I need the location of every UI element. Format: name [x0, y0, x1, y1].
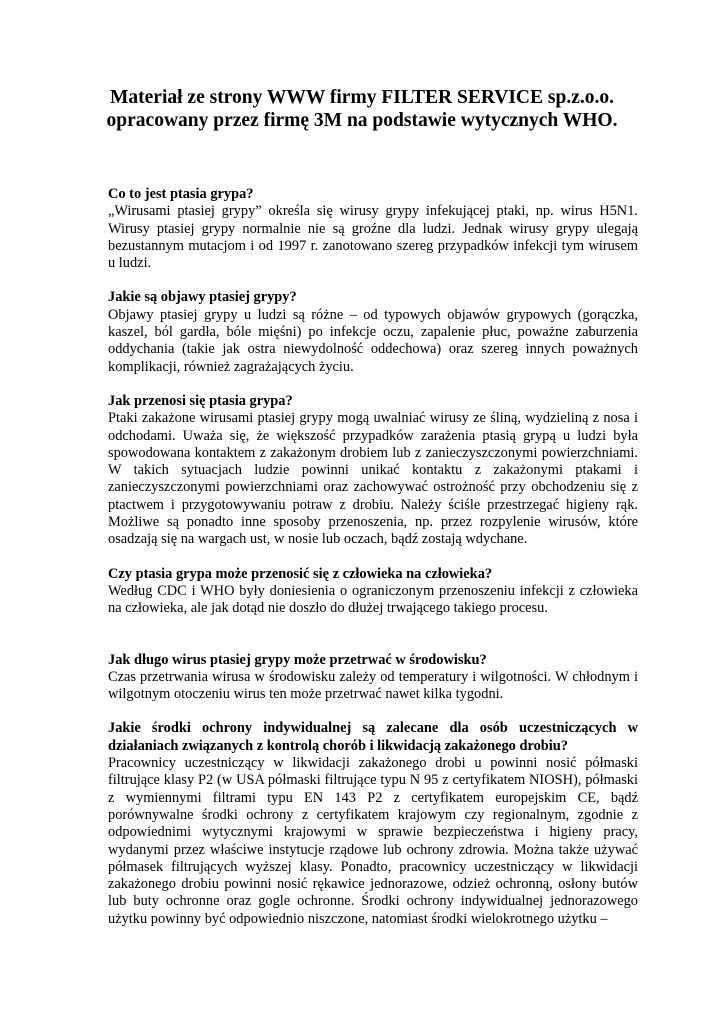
faq-section-4 — [108, 566, 638, 618]
faq-section-5 — [108, 652, 638, 704]
section-answer: Czas przetrwania wirusa w środowisku zależy od temperatury i wilgotności. W chłodnym i wilgotnym otoczeniu wirus ten może przetrwać nawet kilka tygodni. — [108, 668, 638, 703]
section-answer: Ptaki zakażone wirusami ptasiej grypy mogą uwalniać wirusy ze śliną, wydzieliną z nosa i odchodami. Uważa się, że większość przypadków zarażenia ptasią grypą u ludzi była spowodowana kontaktem z zakażonym drobiem lub z zanieczyszczonymi powierzchniami. W takich sytuacjach ludzie powinni unikać kontaktu z zakażonymi ptakami i zanieczyszczonymi powierzchniami oraz zachowywać ostrożność przy obchodzeniu się z ptactwem i przygotowywaniu potraw z drobiu. Należy ściśle przestrzegać higieny rąk. Możliwe są ponadto inne sposoby przenoszenia, np. przez rozpylenie wirusów, które osadzają się na wargach ust, w nosie lub oczach, bądź zostają wdychane. — [108, 410, 638, 548]
section-question: Jak przenosi się ptasia grypa? — [108, 392, 293, 409]
section-question: Jak długo wirus ptasiej grypy może przetrwać w środowisku? — [108, 651, 487, 668]
faq-section-1 — [108, 186, 638, 272]
section-question: Czy ptasia grypa może przenosić się z człowieka na człowieka? — [108, 565, 493, 582]
title-line-2: opracowany przez firmę 3M na podstawie wytycznych WHO. — [106, 110, 618, 131]
section-question: Jakie środki ochrony indywidualnej są zalecane dla osób uczestniczących w działaniach związanych z kontrolą chorób i likwidacją zakażonego drobiu? — [108, 720, 638, 754]
section-answer: Objawy ptasiej grypy u ludzi są różne – od typowych objawów grypowych (gorączka, kaszel, ból gardła, bóle mięśni) po infekcje oczu, zapalenie płuc, poważne zaburzenia oddychania (takie jak ostra niewydolność oddechowa) oraz szereg innych poważnych komplikacji, również zagrażających życiu. — [108, 306, 638, 375]
faq-section-2 — [108, 289, 638, 375]
faq-section-6 — [108, 720, 638, 928]
section-question: Co to jest ptasia grypa? — [108, 186, 254, 202]
section-answer: Pracownicy uczestniczący w likwidacji zakażonego drobi u powinni nosić półmaski filtrujące klasy P2 (w USA półmaski filtrujące typu N 95 z certyfikatem NIOSH), półmaski z wymiennymi filtrami typu EN 143 P2 z certyfikatem europejskim CE, bądź porównywalne środki ochrony z certyfikatem krajowym czy regionalnym, zgodnie z odpowiednimi wytycznymi krajowymi w sprawie bezpieczeństwa i higieny pracy, wydanymi przez właściwe instytucje rządowe lub ochrony zdrowia. Można także używać półmasek filtrujących wyższej klasy. Ponadto, pracownicy uczestniczący w likwidacji zakażonego drobiu powinni nosić rękawice jednorazowe, odzież ochronną, osłony butów lub buty ochronne oraz gogle ochronne. Środki ochrony indywidualnej jednorazowego użytku powinny być odpowiednio niszczone, natomiast środki wielokrotnego użytku – — [108, 755, 638, 927]
document-body — [108, 186, 638, 928]
title-line-1: Materiał ze strony WWW firmy FILTER SERVICE sp.z.o.o. — [110, 87, 614, 108]
section-question: Jakie są objawy ptasiej grypy? — [108, 289, 297, 306]
document-title — [60, 86, 664, 132]
section-answer: Według CDC i WHO były doniesienia o ograniczonym przenoszeniu infekcji z człowieka na człowieka, ale jak dotąd nie doszło do dłużej trwającego takiego procesu. — [108, 582, 638, 617]
section-answer: „Wirusami ptasiej grypy” określa się wirusy grypy infekującej ptaki, np. wirus H5N1. Wirusy ptasiej grypy normalnie nie są groźne dla ludzi. Jednak wirusy grypy ulegają bezustannym mutacjom i od 1997 r. zanotowano szereg przypadków infekcji tym wirusem u ludzi. — [108, 203, 638, 272]
faq-section-3 — [108, 393, 638, 549]
